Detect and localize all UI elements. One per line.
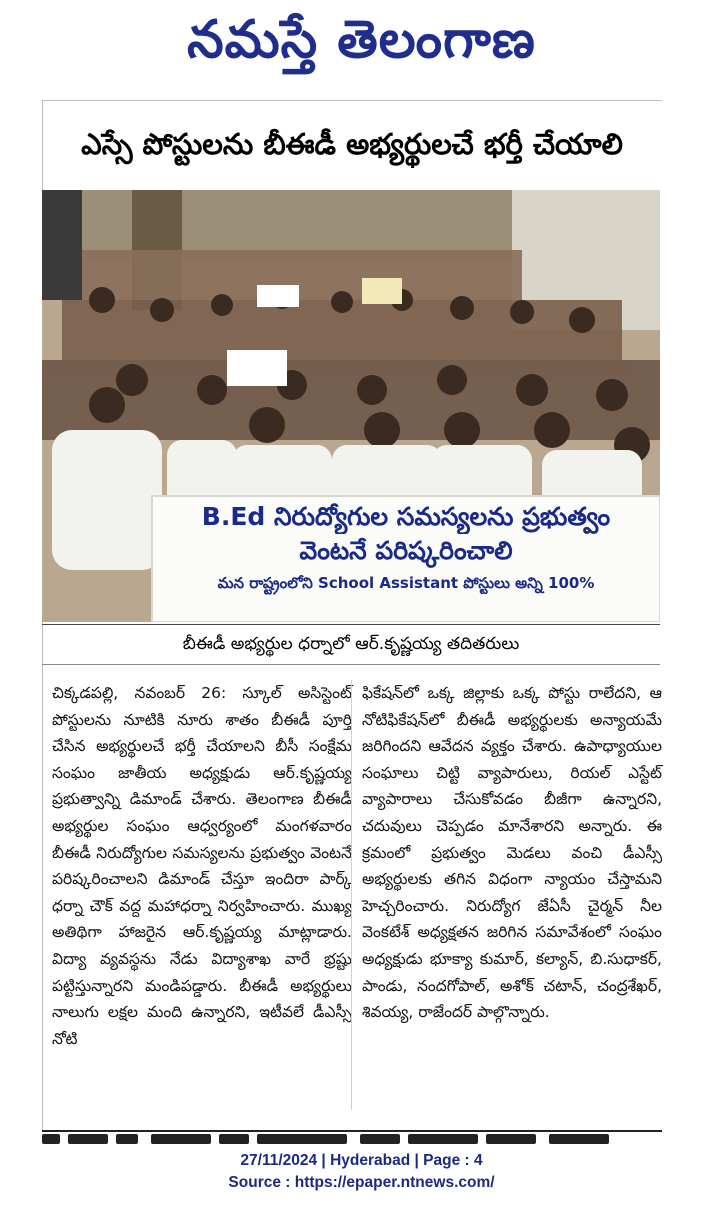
page-footer [0,1150,723,1194]
caption-rule-bottom [42,664,660,665]
newspaper-logo: నమస్తే తెలంగాణ [187,10,536,70]
banner-line-3: మన రాష్ట్రంలోని School Assistant పోస్టులు అన్ని 100% [217,574,595,592]
photo-caption: బీఈడీ అభ్యర్థుల ధర్నాలో ఆర్.కృష్ణయ్య తదితరులు [182,634,520,654]
article-headline: ఎస్సే పోస్టులను బీఈడీ అభ్యర్థులచే భర్తీ చేయాలి [81,127,623,161]
article-body-column-right: ఫికేషన్‌లో ఒక్క జిల్లాకు ఒక్క పోస్టు రాలేదని, ఆ నోటిఫికేషన్‌లో బీఈడీ అభ్యర్థులకు అన్యాయమే జరిగిందని ఆవేదన వ్యక్తం చేశారు. ఉపాధ్యాయుల సంఘాలు చిట్టి వ్యాపారులు, రియల్ ఎస్టేట్ వ్యాపారాలు చేసుకోవడం బీజీగా ఉన్నారని, చదువులు చెప్పడం మానేశారని అన్నారు. ఈ క్రమంలో ప్రభుత్వం మెడలు వంచి డీఎస్సీ అభ్యర్థులకు తగిన విధంగా న్యాయం చేస్తామని హెచ్చరించారు. నిరుద్యోగ జేఏసీ చైర్మన్ నీల వెంకటేశ్ అధ్యక్షతన జరిగిన సమావేశంలో సంఘం అధ్యక్షుడు భూక్యా కుమార్, కల్యాన్, బి.సుధాకర్, పాండు, నందగోపాల్, అశోక్ చటాన్, చంద్రశేఖర్, శివయ్య, రాజేందర్ పాల్గొన్నారు. [362,684,662,1022]
caption-rule-top [42,624,660,625]
column-divider [351,680,352,1110]
masthead [0,0,723,80]
article-photo [42,190,660,622]
clipping-bottom-rule [42,1130,662,1132]
footer-date-edition: 27/11/2024 | Hyderabad | Page : 4 [240,1152,483,1169]
clipping-top-rule [42,100,662,101]
article-body-column-left: చిక్కడపల్లి, నవంబర్ 26: స్కూల్ అసిస్టెంట్ పోస్టులను నూటికి నూరు శాతం బీఈడీ పూర్తి చేసిన అభ్యర్థులచే భర్తీ చేయాలని బీసీ సంక్షేమ సంఘం జాతీయ అధ్యక్షుడు ఆర్.కృష్ణయ్య ప్రభుత్వాన్ని డిమాండ్ చేశారు. తెలంగాణ బీఈడీ అభ్యర్థుల సంఘం ఆధ్వర్యంలో మంగళవారం బీఈడీ నిరుద్యోగుల సమస్యలను ప్రభుత్వం వెంటనే పరిష్కరించాలని డిమాండ్ చేస్తూ ఇందిరా పార్క్ ధర్నా చౌక్ వద్ద మహాధర్నా నిర్వహించారు. ముఖ్య అతిథిగా హాజరైన ఆర్.కృష్ణయ్య మాట్లాడారు. విద్యా వ్యవస్థను నేడు విద్యాశాఖ వారే భ్రష్టు పట్టిస్తున్నారని మండిపడ్డారు. బీఈడీ అభ్యర్థులు నాలుగు లక్షల మంది ఉన్నారని, ఇటీవలే డీఎస్సీ నోటి [52,684,352,1048]
banner-line-2: వెంటనే పరిష్కరించాలి [299,536,513,565]
footer-source-link[interactable]: Source : https://epaper.ntnews.com/ [228,1174,495,1191]
banner-line-1: B.Ed నిరుద్యోగుల సమస్యలను ప్రభుత్వం [201,502,611,531]
next-article-cut-strip [42,1134,662,1148]
protest-banner [154,500,658,620]
